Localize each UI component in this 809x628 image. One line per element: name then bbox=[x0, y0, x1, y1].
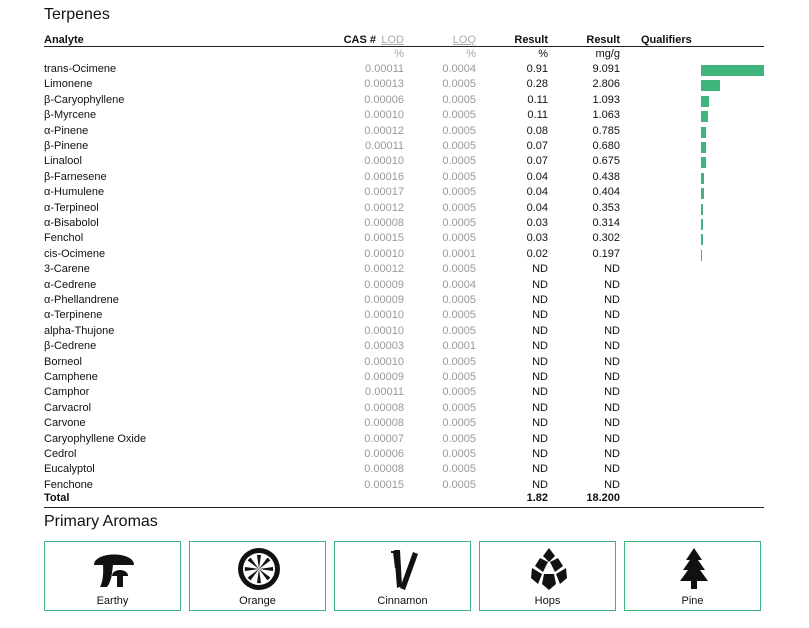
total-label: Total bbox=[44, 492, 70, 504]
result-percent-cell: ND bbox=[532, 263, 548, 276]
result-percent-cell: 0.11 bbox=[527, 109, 548, 122]
result-percent-cell: ND bbox=[532, 401, 548, 414]
aroma-card-orange bbox=[189, 541, 326, 611]
lod-cell: 0.00009 bbox=[364, 294, 404, 306]
table-row bbox=[44, 370, 764, 385]
result-mg-cell: 0.197 bbox=[592, 247, 620, 260]
table-row bbox=[44, 278, 764, 293]
result-percent-cell: ND bbox=[532, 478, 548, 491]
result-mg-cell: ND bbox=[604, 294, 620, 306]
result-mg-cell: 0.785 bbox=[592, 124, 620, 137]
result-mg-cell: ND bbox=[604, 401, 620, 414]
analyte-cell: Fenchol bbox=[44, 232, 84, 245]
loq-cell: 0.0005 bbox=[442, 155, 476, 168]
analyte-cell: β-Farnesene bbox=[44, 170, 107, 183]
lod-cell: 0.00007 bbox=[364, 432, 404, 445]
aroma-card-cinnamon bbox=[334, 541, 471, 611]
table-row bbox=[44, 324, 764, 339]
result-percent-cell: 0.03 bbox=[526, 232, 548, 245]
result-percent-cell: 0.11 bbox=[527, 93, 548, 106]
lod-cell: 0.00016 bbox=[364, 170, 404, 183]
result-percent-cell: ND bbox=[532, 309, 548, 322]
orange-slice-icon bbox=[236, 546, 282, 592]
cas-header: CAS # bbox=[343, 34, 376, 46]
analyte-cell: cis-Ocimene bbox=[44, 247, 106, 260]
table-row bbox=[44, 124, 764, 139]
analyte-cell: α-Cedrene bbox=[44, 278, 97, 291]
analyte-cell: Camphene bbox=[44, 371, 98, 383]
result-mg-cell: ND bbox=[604, 417, 620, 430]
result-percent-cell: ND bbox=[532, 463, 548, 476]
loq-cell: 0.0005 bbox=[442, 432, 476, 445]
result-bar bbox=[701, 250, 702, 261]
table-row bbox=[44, 416, 764, 431]
table-row bbox=[44, 108, 764, 123]
loq-header: LOQ bbox=[452, 34, 476, 46]
analyte-cell: Carvacrol bbox=[44, 401, 92, 414]
pine-tree-icon bbox=[671, 546, 717, 592]
result-percent-cell: 0.07 bbox=[526, 155, 548, 168]
result-percent-unit: % bbox=[538, 48, 548, 60]
lod-cell: 0.00008 bbox=[364, 401, 404, 414]
analyte-cell: Borneol bbox=[44, 355, 82, 368]
table-row bbox=[44, 185, 764, 200]
loq-unit: % bbox=[466, 48, 476, 60]
analyte-cell: α-Terpinene bbox=[44, 309, 103, 322]
loq-cell: 0.0005 bbox=[442, 478, 476, 491]
loq-cell: 0.0005 bbox=[442, 186, 476, 199]
hop-cone-icon bbox=[526, 546, 572, 592]
primary-aromas-title: Primary Aromas bbox=[44, 513, 158, 530]
result-bar bbox=[701, 142, 706, 153]
table-row bbox=[44, 231, 764, 246]
result-percent-cell: ND bbox=[532, 294, 548, 306]
loq-cell: 0.0005 bbox=[442, 232, 476, 245]
table-units-row bbox=[44, 47, 764, 62]
result-bar bbox=[701, 96, 709, 107]
analyte-cell: Caryophyllene Oxide bbox=[44, 432, 147, 445]
result-mg-cell: ND bbox=[604, 278, 620, 291]
aroma-label: Pine bbox=[681, 595, 704, 607]
aroma-card-earthy bbox=[44, 541, 181, 611]
mushroom-icon bbox=[91, 546, 137, 592]
loq-cell: 0.0004 bbox=[442, 278, 476, 291]
result-bar bbox=[701, 80, 720, 91]
lod-cell: 0.00008 bbox=[364, 463, 404, 476]
loq-cell: 0.0005 bbox=[442, 463, 476, 476]
lod-cell: 0.00008 bbox=[364, 217, 404, 229]
table-row bbox=[44, 432, 764, 447]
total-mg: 18.200 bbox=[586, 492, 620, 504]
result-mg-header: Result bbox=[586, 34, 620, 46]
loq-cell: 0.0005 bbox=[442, 324, 476, 337]
result-percent-cell: ND bbox=[532, 448, 548, 460]
analyte-cell: α-Phellandrene bbox=[44, 294, 119, 306]
lod-cell: 0.00012 bbox=[364, 124, 404, 137]
result-percent-cell: ND bbox=[532, 340, 548, 353]
lod-cell: 0.00017 bbox=[364, 186, 404, 199]
result-bar bbox=[701, 111, 708, 122]
lod-cell: 0.00011 bbox=[365, 140, 404, 152]
result-mg-cell: 9.091 bbox=[592, 63, 620, 75]
result-bar bbox=[701, 65, 764, 76]
result-percent-cell: 0.04 bbox=[526, 186, 548, 199]
lod-cell: 0.00015 bbox=[364, 232, 404, 245]
result-mg-cell: 1.093 bbox=[592, 93, 620, 106]
aroma-label: Earthy bbox=[96, 595, 129, 607]
analyte-cell: Eucalyptol bbox=[44, 463, 95, 476]
result-mg-cell: ND bbox=[604, 463, 620, 476]
loq-cell: 0.0004 bbox=[442, 63, 476, 75]
total-row bbox=[44, 491, 764, 506]
result-bar bbox=[701, 234, 703, 245]
loq-cell: 0.0001 bbox=[442, 340, 476, 353]
result-mg-cell: 0.314 bbox=[592, 217, 620, 229]
lod-cell: 0.00012 bbox=[364, 263, 404, 276]
table-row bbox=[44, 308, 764, 323]
analyte-cell: Camphor bbox=[44, 386, 90, 399]
analyte-cell: α-Humulene bbox=[44, 186, 105, 199]
table-row bbox=[44, 262, 764, 277]
result-percent-cell: 0.04 bbox=[526, 170, 548, 183]
result-mg-cell: ND bbox=[604, 448, 620, 460]
aroma-label: Cinnamon bbox=[377, 595, 428, 607]
header-divider bbox=[44, 46, 764, 47]
table-row bbox=[44, 170, 764, 185]
loq-cell: 0.0005 bbox=[442, 201, 476, 214]
result-percent-cell: ND bbox=[532, 417, 548, 430]
analyte-header: Analyte bbox=[44, 34, 84, 46]
analyte-cell: Limonene bbox=[44, 78, 93, 91]
result-mg-cell: ND bbox=[604, 340, 620, 353]
lod-cell: 0.00011 bbox=[365, 63, 404, 75]
cinnamon-sticks-icon bbox=[381, 546, 427, 592]
result-percent-cell: 0.08 bbox=[526, 124, 548, 137]
loq-cell: 0.0005 bbox=[442, 170, 476, 183]
table-row bbox=[44, 293, 764, 308]
table-row bbox=[44, 216, 764, 231]
table-row bbox=[44, 385, 764, 400]
table-row bbox=[44, 93, 764, 108]
result-mg-cell: 0.675 bbox=[592, 155, 620, 168]
analyte-cell: β-Cedrene bbox=[44, 340, 97, 353]
result-mg-cell: 0.302 bbox=[592, 232, 620, 245]
lod-cell: 0.00009 bbox=[364, 371, 404, 383]
lod-cell: 0.00012 bbox=[364, 201, 404, 214]
result-mg-cell: 1.063 bbox=[592, 109, 620, 122]
loq-cell: 0.0005 bbox=[442, 78, 476, 91]
lod-cell: 0.00013 bbox=[364, 78, 404, 91]
table-row bbox=[44, 401, 764, 416]
result-mg-cell: 0.680 bbox=[592, 140, 620, 152]
analyte-cell: Fenchone bbox=[44, 478, 93, 491]
loq-cell: 0.0005 bbox=[442, 371, 476, 383]
lod-header: LOD bbox=[381, 34, 404, 46]
result-mg-cell: 0.404 bbox=[592, 186, 620, 199]
analyte-cell: Carvone bbox=[44, 417, 86, 430]
analyte-cell: Linalool bbox=[44, 155, 82, 168]
result-percent-cell: ND bbox=[532, 386, 548, 399]
table-row bbox=[44, 462, 764, 477]
loq-cell: 0.0005 bbox=[442, 294, 476, 306]
result-mg-cell: ND bbox=[604, 432, 620, 445]
lod-cell: 0.00010 bbox=[364, 247, 404, 260]
loq-cell: 0.0001 bbox=[442, 247, 476, 260]
lod-cell: 0.00010 bbox=[364, 324, 404, 337]
table-row bbox=[44, 447, 764, 462]
result-mg-cell: 2.806 bbox=[592, 78, 620, 91]
analyte-cell: β-Myrcene bbox=[44, 109, 97, 122]
result-bar bbox=[701, 173, 704, 184]
lod-cell: 0.00008 bbox=[364, 417, 404, 430]
result-percent-header: Result bbox=[514, 34, 548, 46]
lod-cell: 0.00010 bbox=[364, 109, 404, 122]
result-percent-cell: ND bbox=[532, 278, 548, 291]
lod-cell: 0.00006 bbox=[364, 448, 404, 460]
loq-cell: 0.0005 bbox=[442, 386, 476, 399]
analyte-cell: alpha-Thujone bbox=[44, 324, 115, 337]
loq-cell: 0.0005 bbox=[442, 263, 476, 276]
total-percent: 1.82 bbox=[526, 492, 548, 504]
lod-cell: 0.00010 bbox=[364, 309, 404, 322]
lod-cell: 0.00003 bbox=[364, 340, 404, 353]
loq-cell: 0.0005 bbox=[442, 355, 476, 368]
lod-cell: 0.00015 bbox=[364, 478, 404, 491]
result-percent-cell: ND bbox=[532, 432, 548, 445]
qualifiers-header: Qualifiers bbox=[641, 34, 692, 46]
loq-cell: 0.0005 bbox=[442, 401, 476, 414]
result-percent-cell: 0.07 bbox=[526, 140, 548, 152]
analyte-cell: β-Caryophyllene bbox=[44, 93, 125, 106]
loq-cell: 0.0005 bbox=[442, 448, 476, 460]
analyte-cell: Cedrol bbox=[44, 448, 77, 460]
result-mg-cell: ND bbox=[604, 324, 620, 337]
result-percent-cell: 0.03 bbox=[526, 217, 548, 229]
lod-cell: 0.00011 bbox=[365, 386, 404, 399]
result-bar bbox=[701, 127, 706, 138]
loq-cell: 0.0005 bbox=[442, 217, 476, 229]
table-row bbox=[44, 62, 764, 77]
analyte-cell: α-Bisabolol bbox=[44, 217, 99, 229]
result-mg-cell: ND bbox=[604, 478, 620, 491]
loq-cell: 0.0005 bbox=[442, 124, 476, 137]
lod-cell: 0.00006 bbox=[364, 93, 404, 106]
result-mg-cell: ND bbox=[604, 309, 620, 322]
table-row bbox=[44, 339, 764, 354]
aroma-label: Orange bbox=[239, 595, 276, 607]
analyte-cell: β-Pinene bbox=[44, 140, 89, 152]
table-row bbox=[44, 201, 764, 216]
result-mg-cell: ND bbox=[604, 386, 620, 399]
terpenes-section-title: Terpenes bbox=[44, 6, 110, 23]
result-percent-cell: ND bbox=[532, 371, 548, 383]
lod-unit: % bbox=[394, 48, 404, 60]
result-mg-cell: ND bbox=[604, 263, 620, 276]
result-percent-cell: ND bbox=[532, 324, 548, 337]
aroma-label: Hops bbox=[534, 595, 561, 607]
lod-cell: 0.00009 bbox=[364, 278, 404, 291]
loq-cell: 0.0005 bbox=[442, 417, 476, 430]
loq-cell: 0.0005 bbox=[442, 140, 476, 152]
result-percent-cell: ND bbox=[532, 355, 548, 368]
loq-cell: 0.0005 bbox=[442, 309, 476, 322]
lod-cell: 0.00010 bbox=[364, 355, 404, 368]
result-percent-cell: 0.28 bbox=[526, 78, 548, 91]
loq-cell: 0.0005 bbox=[442, 93, 476, 106]
table-row bbox=[44, 154, 764, 169]
result-bar bbox=[701, 219, 703, 230]
result-mg-cell: 0.353 bbox=[592, 201, 620, 214]
loq-cell: 0.0005 bbox=[442, 109, 476, 122]
result-mg-cell: ND bbox=[604, 371, 620, 383]
aroma-cards bbox=[44, 541, 764, 613]
lod-cell: 0.00010 bbox=[364, 155, 404, 168]
analyte-cell: 3-Carene bbox=[44, 263, 90, 276]
table-row bbox=[44, 139, 764, 154]
result-mg-cell: 0.438 bbox=[592, 170, 620, 183]
table-row bbox=[44, 355, 764, 370]
aroma-card-pine bbox=[624, 541, 761, 611]
result-percent-cell: 0.91 bbox=[526, 63, 548, 75]
result-bar bbox=[701, 188, 704, 199]
total-divider bbox=[44, 507, 764, 508]
result-bar bbox=[701, 204, 703, 215]
result-mg-cell: ND bbox=[604, 355, 620, 368]
analyte-cell: α-Terpineol bbox=[44, 201, 99, 214]
result-percent-cell: 0.04 bbox=[526, 201, 548, 214]
result-percent-cell: 0.02 bbox=[526, 247, 548, 260]
aroma-card-hops bbox=[479, 541, 616, 611]
analyte-cell: trans-Ocimene bbox=[44, 63, 117, 75]
analyte-cell: α-Pinene bbox=[44, 124, 89, 137]
result-bar bbox=[701, 157, 706, 168]
table-row bbox=[44, 247, 764, 262]
result-mg-unit: mg/g bbox=[595, 48, 620, 60]
table-row bbox=[44, 77, 764, 92]
